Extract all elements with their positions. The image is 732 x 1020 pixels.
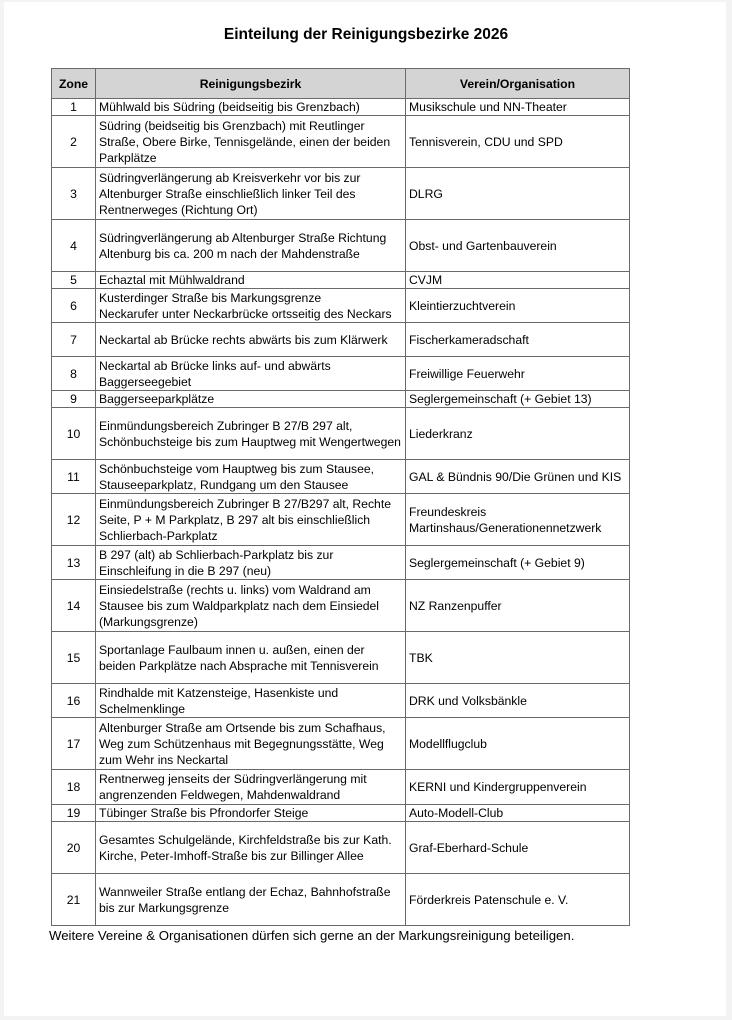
verein-line: GAL & Bündnis 90/Die Grünen und KIS: [409, 469, 622, 484]
verein-line: Kleintierzuchtverein: [409, 298, 516, 313]
header-zone: Zone: [52, 69, 96, 99]
table-row: [52, 460, 630, 494]
bezirk-line: Baggerseeparkplätze: [99, 392, 215, 406]
bezirk-cell: [96, 580, 406, 632]
bezirk-cell: [96, 874, 406, 926]
verein-cell: [406, 220, 630, 272]
zone-cell: 17: [52, 718, 96, 770]
bezirk-cell: [96, 289, 406, 323]
bezirk-line: Neckartal ab Brücke links auf- und abwärts: [99, 358, 331, 373]
verein-cell: [406, 632, 630, 684]
verein-cell: [406, 99, 630, 116]
table-row: [52, 408, 630, 460]
verein-line: Förderkreis Patenschule e. V.: [409, 892, 569, 907]
bezirk-line: Schönbuchsteige vom Hauptweg bis zum Stausee,: [99, 461, 375, 476]
bezirk-cell: [96, 220, 406, 272]
bezirk-line: Südring (beidseitig bis Grenzbach) mit Reutlinger: [99, 118, 365, 133]
table-row: [52, 546, 630, 580]
header-verein: Verein/Organisation: [406, 69, 630, 99]
bezirk-line: Gesamtes Schulgelände, Kirchfeldstraße bis zur Kath.: [99, 832, 392, 847]
bezirk-line: (Markungsgrenze): [99, 614, 198, 629]
zone-cell: 10: [52, 408, 96, 460]
verein-cell: [406, 323, 630, 357]
bezirk-line: Schlierbach-Parkplatz: [99, 528, 218, 543]
bezirk-line: Südringverlängerung ab Kreisverkehr vor bis zur: [99, 170, 361, 185]
table-row: [52, 718, 630, 770]
zone-cell: 21: [52, 874, 96, 926]
bezirk-line: Einschleifung in die B 297 (neu): [99, 563, 272, 578]
table-row: [52, 494, 630, 546]
verein-line: Auto-Modell-Club: [409, 806, 504, 820]
verein-line: CVJM: [409, 273, 443, 287]
bezirk-line: Rentnerweg jenseits der Südringverlängerung mit: [99, 772, 367, 786]
verein-line: Liederkranz: [409, 426, 473, 441]
zone-cell: 14: [52, 580, 96, 632]
verein-line: Seglergemeinschaft (+ Gebiet 13): [409, 392, 592, 406]
bezirk-cell: [96, 391, 406, 408]
bezirk-line: Parkplätze: [99, 150, 157, 165]
verein-cell: [406, 272, 630, 289]
verein-line: Martinshaus/Generationennetzwerk: [409, 520, 602, 535]
zone-cell: 12: [52, 494, 96, 546]
bezirk-cell: [96, 323, 406, 357]
table-row: [52, 632, 630, 684]
zone-cell: 18: [52, 770, 96, 805]
bezirk-cell: [96, 546, 406, 580]
bezirk-line: Schönbuchsteige bis zum Hauptweg mit Wengertwegen: [99, 434, 401, 449]
bezirk-line: Schelmenklinge: [99, 701, 186, 716]
footnote: Weitere Vereine & Organisationen dürfen sich gerne an der Markungsreinigung beteiligen.: [49, 928, 575, 943]
verein-line: Seglergemeinschaft (+ Gebiet 9): [409, 555, 585, 570]
bezirk-line: angrenzenden Feldwegen, Mahdenwaldrand: [99, 788, 341, 802]
zone-cell: 15: [52, 632, 96, 684]
table-row: [52, 822, 630, 874]
zone-cell: 16: [52, 684, 96, 718]
verein-cell: [406, 684, 630, 718]
bezirk-cell: [96, 460, 406, 494]
verein-line: DLRG: [409, 186, 443, 201]
zone-cell: 5: [52, 272, 96, 289]
bezirk-line: Einsiedelstraße (rechts u. links) vom Waldrand am: [99, 582, 371, 597]
bezirk-line: Altenburger Straße am Ortsende bis zum Schafhaus,: [99, 720, 386, 735]
bezirk-line: Wannweiler Straße entlang der Echaz, Bahnhofstraße: [99, 884, 391, 899]
verein-cell: [406, 168, 630, 220]
verein-cell: [406, 408, 630, 460]
verein-cell: [406, 546, 630, 580]
bezirk-line: Neckartal ab Brücke rechts abwärts bis zum Klärwerk: [99, 332, 388, 347]
bezirk-line: Einmündungsbereich Zubringer B 27/B297 alt, Rechte: [99, 496, 392, 511]
zone-cell: 4: [52, 220, 96, 272]
bezirk-line: bis zur Markungsgrenze: [99, 900, 230, 915]
verein-cell: [406, 391, 630, 408]
bezirk-line: Südringverlängerung ab Altenburger Straße Richtung: [99, 230, 387, 245]
bezirk-cell: [96, 272, 406, 289]
bezirk-line: zum Wehr ins Neckartal: [99, 752, 229, 767]
bezirk-line: Neckarufer unter Neckarbrücke ortsseitig des Neckars: [99, 306, 392, 321]
bezirk-cell: [96, 494, 406, 546]
verein-line: Graf-Eberhard-Schule: [409, 840, 529, 855]
verein-line: DRK und Volksbänkle: [409, 693, 527, 708]
bezirk-cell: [96, 770, 406, 805]
bezirk-line: Altenburger Straße einschließlich linker Teil des: [99, 186, 356, 201]
zone-cell: 2: [52, 116, 96, 168]
table-row: [52, 684, 630, 718]
verein-cell: [406, 460, 630, 494]
verein-cell: [406, 874, 630, 926]
bezirk-line: Rentnerweges (Richtung Ort): [99, 202, 258, 217]
table-row: [52, 323, 630, 357]
verein-cell: [406, 718, 630, 770]
zone-cell: 13: [52, 546, 96, 580]
table-row: [52, 391, 630, 408]
verein-cell: [406, 822, 630, 874]
table-row: [52, 580, 630, 632]
verein-line: Obst- und Gartenbauverein: [409, 238, 557, 253]
table-row: [52, 874, 630, 926]
bezirk-line: Kirche, Peter-Imhoff-Straße bis zur Billinger Allee: [99, 848, 364, 863]
verein-line: Freiwillige Feuerwehr: [409, 366, 525, 381]
verein-cell: [406, 116, 630, 168]
bezirk-line: Echaztal mit Mühlwaldrand: [99, 273, 245, 287]
verein-cell: [406, 357, 630, 391]
bezirk-line: Stauseeparkplatz, Rundgang um den Stausee: [99, 477, 349, 492]
verein-line: KERNI und Kindergruppenverein: [409, 780, 587, 794]
table-row: [52, 289, 630, 323]
verein-cell: [406, 289, 630, 323]
verein-line: Musikschule und NN-Theater: [409, 100, 567, 114]
bezirk-line: Straße, Obere Birke, Tennisgelände, einen der beiden: [99, 134, 391, 149]
districts-table: [51, 68, 630, 926]
bezirk-line: Stausee bis zum Waldparkplatz nach dem Einsiedel: [99, 598, 380, 613]
bezirk-line: B 297 (alt) ab Schlierbach-Parkplatz bis zur: [99, 547, 334, 562]
table-row: [52, 272, 630, 289]
zone-cell: 8: [52, 357, 96, 391]
bezirk-cell: [96, 805, 406, 822]
table-row: [52, 805, 630, 822]
bezirk-line: Mühlwald bis Südring (beidseitig bis Grenzbach): [99, 100, 360, 114]
bezirk-line: Tübinger Straße bis Pfrondorfer Steige: [99, 806, 309, 820]
table-row: [52, 770, 630, 805]
bezirk-cell: [96, 168, 406, 220]
bezirk-cell: [96, 632, 406, 684]
document-title: Einteilung der Reinigungsbezirke 2026: [223, 26, 509, 43]
verein-line: Modellflugclub: [409, 736, 487, 751]
bezirk-line: Einmündungsbereich Zubringer B 27/B 297 alt,: [99, 418, 353, 433]
table-row: [52, 168, 630, 220]
bezirk-line: Kusterdinger Straße bis Markungsgrenze: [99, 290, 322, 305]
bezirk-cell: [96, 357, 406, 391]
verein-line: Freundeskreis: [409, 504, 487, 519]
table-row: [52, 116, 630, 168]
bezirk-line: Altenburg bis ca. 200 m nach der Mahdenstraße: [99, 246, 360, 261]
bezirk-cell: [96, 116, 406, 168]
zone-cell: 11: [52, 460, 96, 494]
header-reinigungsbezirk: Reinigungsbezirk: [96, 69, 406, 99]
bezirk-cell: [96, 684, 406, 718]
verein-cell: [406, 580, 630, 632]
bezirk-cell: [96, 99, 406, 116]
bezirk-line: Sportanlage Faulbaum innen u. außen, einen der: [99, 642, 365, 657]
zone-cell: 3: [52, 168, 96, 220]
zone-cell: 19: [52, 805, 96, 822]
zone-cell: 9: [52, 391, 96, 408]
bezirk-line: Baggerseegebiet: [99, 374, 192, 389]
verein-cell: [406, 494, 630, 546]
verein-cell: [406, 770, 630, 805]
zone-cell: 6: [52, 289, 96, 323]
bezirk-line: Weg zum Schützenhaus mit Begegnungsstätte, Weg: [99, 736, 384, 751]
bezirk-cell: [96, 718, 406, 770]
verein-line: Fischerkameradschaft: [409, 332, 529, 347]
verein-line: Tennisverein, CDU und SPD: [409, 134, 563, 149]
zone-cell: 20: [52, 822, 96, 874]
bezirk-line: Rindhalde mit Katzensteige, Hasenkiste und: [99, 685, 339, 700]
verein-cell: [406, 805, 630, 822]
table-row: [52, 357, 630, 391]
bezirk-line: beiden Parkplätze nach Absprache mit Tennisverein: [99, 658, 379, 673]
zone-cell: 1: [52, 99, 96, 116]
verein-line: TBK: [409, 650, 433, 665]
verein-line: NZ Ranzenpuffer: [409, 598, 502, 613]
table-row: [52, 99, 630, 116]
bezirk-cell: [96, 822, 406, 874]
bezirk-cell: [96, 408, 406, 460]
table-row: [52, 220, 630, 272]
zone-cell: 7: [52, 323, 96, 357]
bezirk-line: Seite, P + M Parkplatz, B 297 alt bis einschließlich: [99, 512, 371, 527]
table-header-row: [52, 69, 630, 99]
